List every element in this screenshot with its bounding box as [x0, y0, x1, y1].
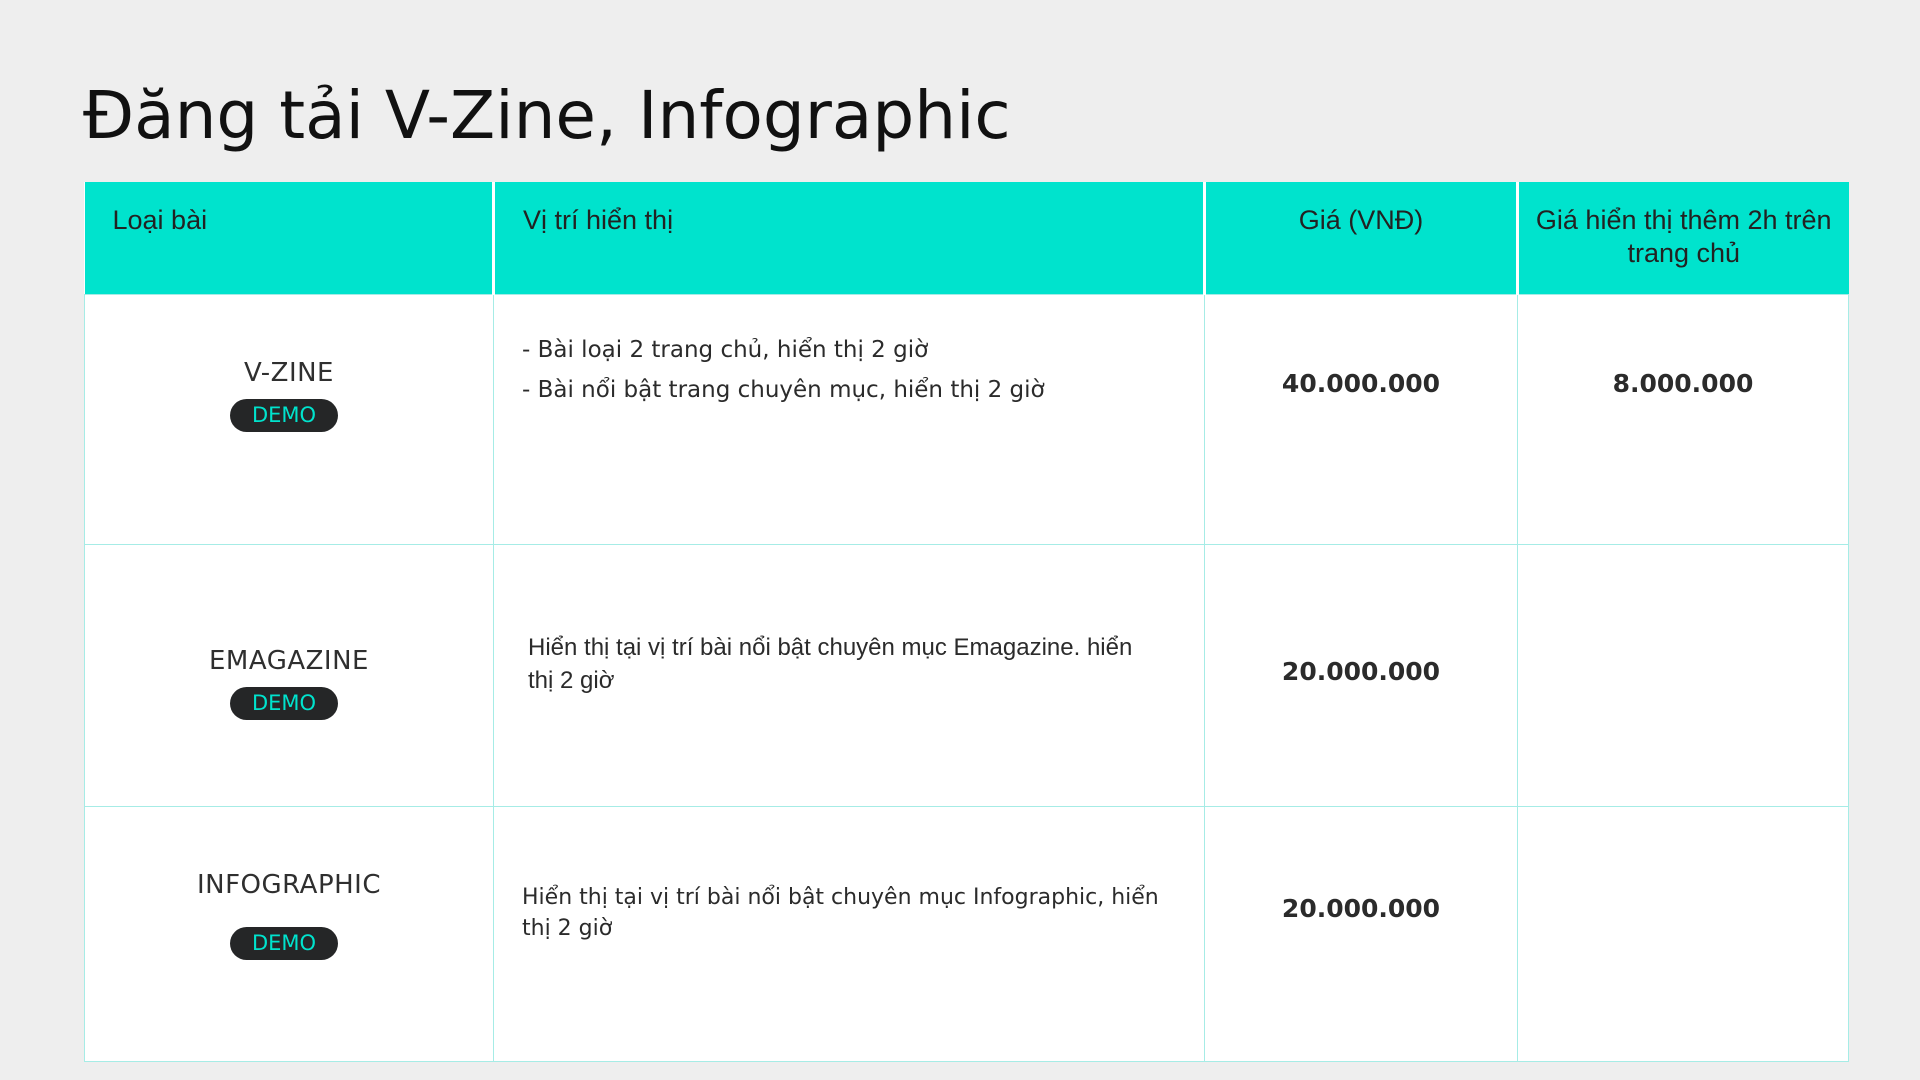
- display-position-line: - Bài loại 2 trang chủ, hiển thị 2 giờ: [522, 337, 929, 363]
- page-title: Đăng tải V-Zine, Infographic: [83, 77, 1011, 154]
- table-row: [85, 807, 1849, 1062]
- extra-price-cell: [1518, 545, 1849, 807]
- display-position-cell: [494, 545, 1205, 807]
- article-type-label: EMAGAZINE: [209, 646, 369, 676]
- extra-price-cell: [1518, 807, 1849, 1062]
- article-type-cell: [85, 295, 494, 545]
- article-type-cell: [85, 545, 494, 807]
- display-position-cell: [494, 295, 1205, 545]
- display-position-line: - Bài nổi bật trang chuyên mục, hiển thị 2 giờ: [522, 377, 1045, 403]
- column-header-price: Giá (VNĐ): [1205, 182, 1518, 295]
- demo-button[interactable]: DEMO: [230, 399, 338, 432]
- pricing-table: [84, 182, 1849, 1062]
- demo-button[interactable]: DEMO: [230, 927, 338, 960]
- price-cell: 40.000.000: [1205, 295, 1518, 545]
- table-row: [85, 545, 1849, 807]
- display-position-text: Hiển thị tại vị trí bài nổi bật chuyên mục Infographic, hiển thị 2 giờ: [522, 885, 1159, 941]
- price-cell: 20.000.000: [1205, 545, 1518, 807]
- price-cell: 20.000.000: [1205, 807, 1518, 1062]
- display-position-cell: [494, 807, 1205, 1062]
- column-header-article-type: Loại bài: [85, 182, 494, 295]
- column-header-extra-price: Giá hiển thị thêm 2h trên trang chủ: [1518, 182, 1849, 295]
- table-row: [85, 295, 1849, 545]
- article-type-cell: [85, 807, 494, 1062]
- extra-price-cell: 8.000.000: [1518, 295, 1849, 545]
- article-type-label: INFOGRAPHIC: [196, 870, 382, 900]
- demo-button[interactable]: DEMO: [230, 687, 338, 720]
- table-header-row: [85, 182, 1849, 295]
- display-position-text: Hiển thị tại vị trí bài nổi bật chuyên mục Emagazine. hiển thị 2 giờ: [528, 634, 1133, 694]
- column-header-display-position: Vị trí hiển thị: [494, 182, 1205, 295]
- article-type-label: V-ZINE: [243, 358, 334, 388]
